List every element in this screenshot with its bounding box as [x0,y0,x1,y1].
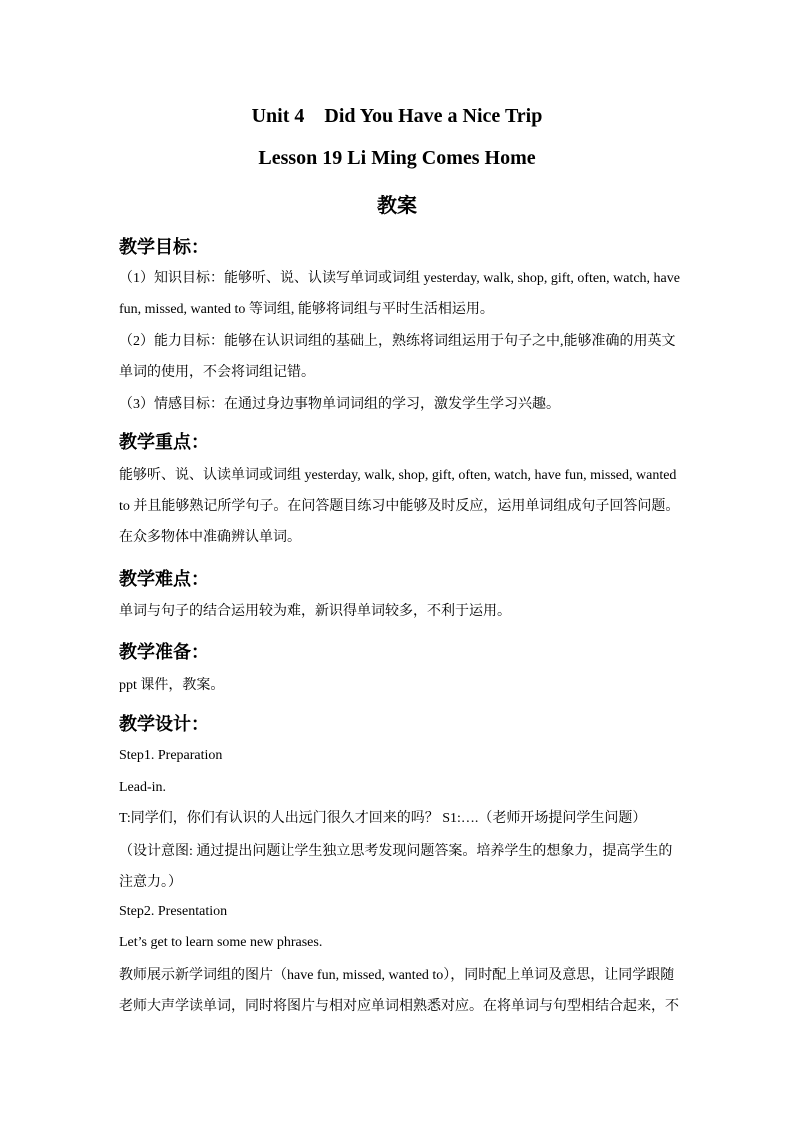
lesson-title: Lesson 19 Li Ming Comes Home [258,147,536,169]
unit-title: Unit 4 Did You Have a Nice Trip [251,105,543,127]
preparation-text: ppt 课件，教案。 [119,678,225,693]
objective-knowledge: （1）知识目标：能够听、说、认读写单词或词组 yesterday, walk, shop, gift, often, watch, have fun, missed, wanted to 等词组, 能够将词组与平时生活相运用。 [119,271,680,317]
lead-in-label: Lead-in. [119,780,167,795]
key-points-text: 能够听、说、认读单词或词组 yesterday, walk, shop, gift, often, watch, have fun, missed, wanted to 并且能够熟记所学句子。在问答题目练习中能够及时反应，运用单词组成句子回答问题。在众多物体中准确辨认单词。 [119,468,680,545]
difficulties-text: 单词与句子的结合运用较为难，新识得单词较多，不利于运用。 [119,604,511,619]
difficulties-heading: 教学难点： [119,569,209,589]
lets-learn-text: Let’s get to learn some new phrases. [119,935,323,950]
preparation-heading: 教学准备： [119,642,209,662]
doc-type-title: 教案 [377,195,417,217]
key-points-heading: 教学重点： [119,432,209,452]
presentation-text: 教师展示新学词组的图片（have fun, missed, wanted to），同时配上单词及意思，让同学跟随老师大声学读单词，同时将图片与相对应单词相熟悉对应。在将单词与句型相结合起来，不 [119,968,679,1014]
design-heading: 教学设计： [119,714,209,734]
objectives-heading: 教学目标： [119,237,209,257]
objective-emotion: （3）情感目标：在通过身边事物单词词组的学习，激发学生学习兴趣。 [119,397,560,412]
step1-label: Step1. Preparation [119,748,223,763]
step2-label: Step2. Presentation [119,904,228,919]
teacher-question: T:同学们，你们有认识的人出远门很久才回来的吗？ S1:….（老师开场提问学生问题） [119,811,647,826]
design-intent: （设计意图: 通过提出问题让学生独立思考发现问题答案。培养学生的想象力，提高学生的注意力。） [119,844,673,890]
objective-ability: （2）能力目标：能够在认识词组的基础上，熟练将词组运用于句子之中,能够准确的用英文单词的使用，不会将词组记错。 [119,334,676,380]
